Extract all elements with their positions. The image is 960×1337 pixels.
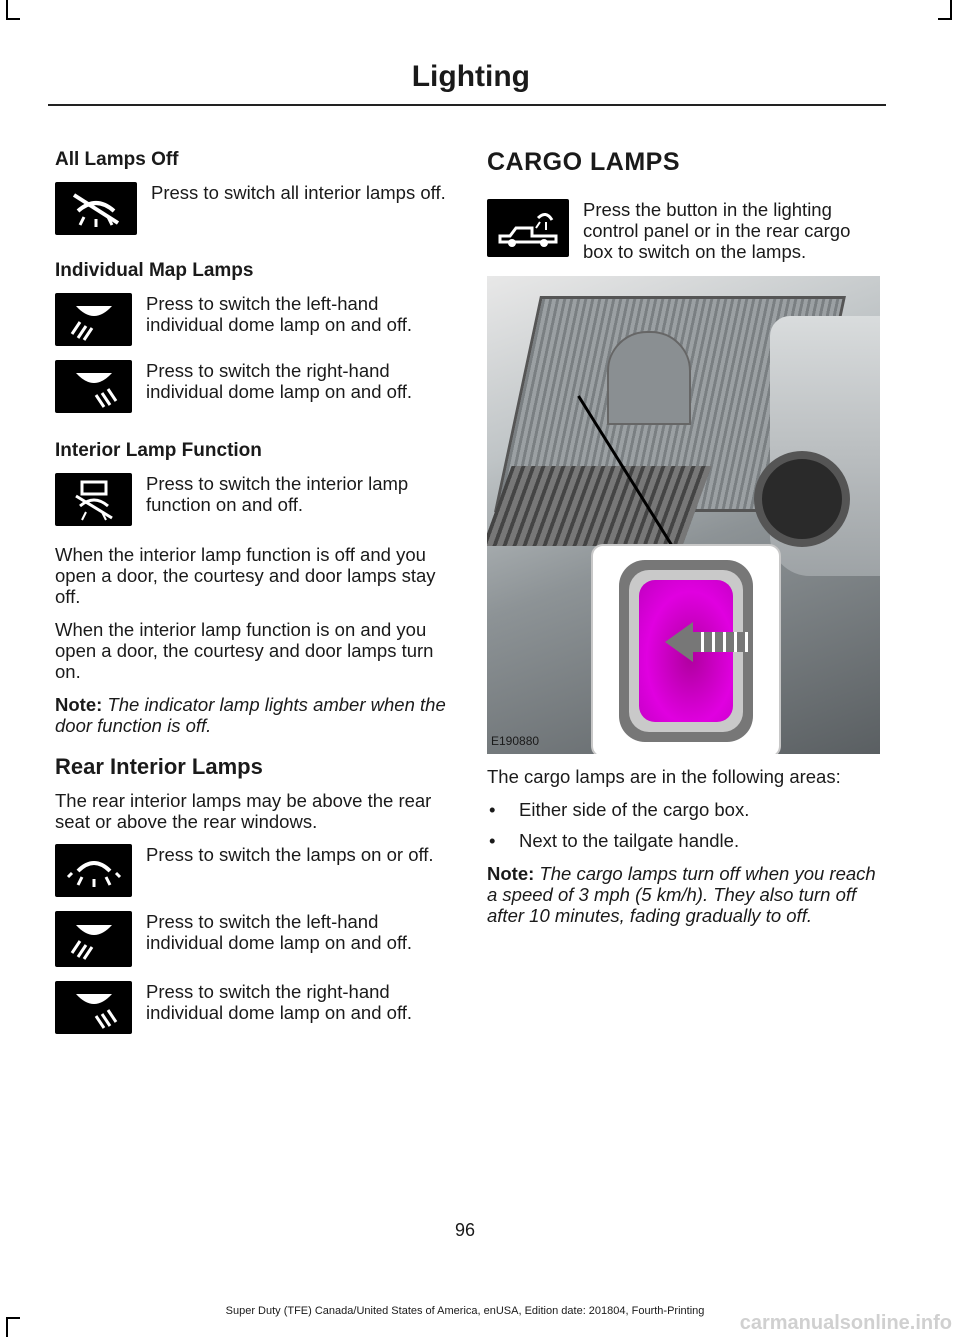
- left-dome-lamp-icon: [55, 911, 132, 967]
- figure-label: E190880: [491, 734, 540, 748]
- interior-lamp-text: Press to switch the interior lamp function on and off.: [146, 473, 409, 515]
- rear-lamp-text: Press to switch the lamps on or off.: [146, 844, 434, 865]
- crop-mark: [6, 1317, 20, 1319]
- crop-mark: [938, 18, 952, 20]
- note-text: The indicator lamp lights amber when the door function is off.: [55, 694, 446, 736]
- map-lamp-text: Press to switch the right-hand individual dome lamp on and off.: [146, 360, 413, 402]
- interior-lamp-row: [55, 473, 447, 526]
- page-number: 96: [454, 1220, 476, 1240]
- tailgate: [487, 466, 712, 546]
- cargo-lamp-text: Press the button in the lighting control panel or in the rear cargo box to switch on the lamps.: [583, 199, 851, 262]
- map-lamp-text: Press to switch the left-hand individual dome lamp on and off.: [146, 293, 413, 335]
- cargo-lamps-heading: CARGO LAMPS: [487, 148, 680, 176]
- left-column: [55, 148, 447, 1048]
- cargo-note: [487, 863, 880, 926]
- cargo-lamp-icon: [487, 199, 569, 257]
- rear-lamp-text: Press to switch the left-hand individual dome lamp on and off.: [146, 911, 413, 953]
- list-item: • Either side of the cargo box.: [487, 799, 880, 820]
- all-lamps-off-row: [55, 182, 447, 235]
- note-label: Note:: [487, 863, 535, 884]
- interior-lamp-para: When the interior lamp function is on and you open a door, the courtesy and door lamps turn on.: [55, 619, 434, 682]
- right-dome-lamp-icon: [55, 981, 132, 1034]
- note-text: The cargo lamps turn off when you reach a speed of 3 mph (5 km/h). They also turn off after 10 minutes, fading gradually to off.: [487, 863, 876, 926]
- all-lamps-off-heading: All Lamps Off: [55, 149, 179, 170]
- all-lamps-off-icon: [55, 182, 137, 235]
- arrow-icon: [665, 622, 693, 662]
- rear-interior-intro: The rear interior lamps may be above the rear seat or above the rear windows.: [55, 790, 432, 832]
- map-lamp-row: [55, 293, 447, 346]
- note-label: Note:: [55, 694, 103, 715]
- cargo-areas-intro: The cargo lamps are in the following areas:: [487, 766, 841, 787]
- list-item: • Next to the tailgate handle.: [487, 830, 880, 851]
- interior-lamp-para: When the interior lamp function is off and you open a door, the courtesy and door lamps stay off.: [55, 544, 436, 607]
- cargo-box-photo: [487, 276, 880, 754]
- crop-mark: [950, 0, 952, 18]
- right-dome-lamp-icon: [55, 360, 132, 413]
- page-title: Lighting: [411, 60, 530, 93]
- rear-lamp-text: Press to switch the right-hand individual dome lamp on and off.: [146, 981, 413, 1023]
- all-lamps-off-text: Press to switch all interior lamps off.: [151, 182, 446, 203]
- door-lamp-icon: [55, 473, 132, 526]
- left-dome-lamp-icon: [55, 293, 132, 346]
- crop-mark: [6, 0, 8, 18]
- truck-tire: [754, 451, 850, 547]
- rear-lamp-row: [55, 844, 447, 897]
- rear-interior-heading: Rear Interior Lamps: [55, 754, 263, 779]
- rear-lamp-row: [55, 981, 447, 1034]
- crop-mark: [6, 18, 20, 20]
- cargo-lamp-switch-inset: [591, 544, 781, 754]
- cargo-areas-list: [487, 799, 880, 851]
- interior-lamp-note: [55, 694, 447, 736]
- arrow-tail: [693, 632, 749, 652]
- map-lamps-heading: Individual Map Lamps: [55, 260, 254, 281]
- rear-lamp-row: [55, 911, 447, 967]
- rear-dome-lamp-icon: [55, 844, 132, 897]
- wheel-well: [607, 331, 691, 425]
- cargo-lamp-row: [487, 199, 880, 262]
- watermark: carmanualsonline.info: [739, 1312, 952, 1334]
- crop-mark: [6, 1319, 8, 1337]
- footer: Super Duty (TFE) Canada/United States of America, enUSA, Edition date: 201804, Fourth-Printing: [225, 1305, 705, 1317]
- interior-lamp-heading: Interior Lamp Function: [55, 440, 262, 461]
- map-lamp-row: [55, 360, 447, 413]
- right-column: [487, 148, 880, 938]
- header-divider: [48, 104, 886, 106]
